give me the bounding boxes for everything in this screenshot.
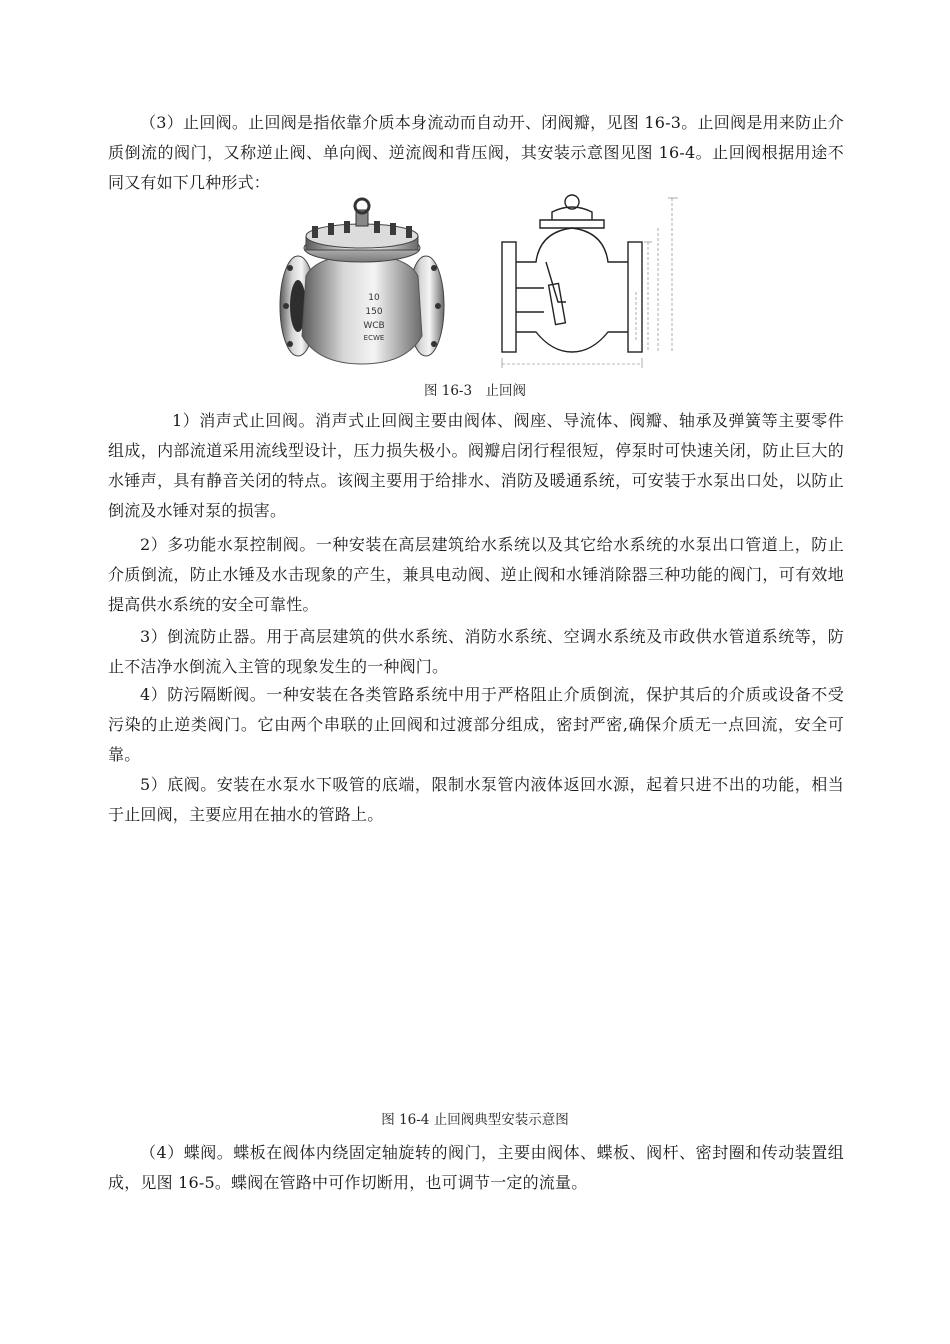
item-1-paragraph: 1）消声式止回阀。消声式止回阀主要由阀体、阀座、导流体、阀瓣、轴承及弹簧等主要零件组成，内部流道采用流线型设计，压力损失极小。阀瓣启闭行程很短，停泵时可快速关闭，防止巨大的水锤声，具有静音关闭的特点。该阀主要用于给排水、消防及暖通系统，可安装于水泵出口处，以防止倒流及水锤对泵的损害。 (108, 411, 844, 520)
figure-16-3-caption: 图 16-3 止回阀 (423, 383, 527, 399)
check-valve-section-drawing (496, 192, 686, 370)
item-2-paragraph: 2）多功能水泵控制阀。一种安装在高层建筑给水系统以及其它给水系统的水泵出口管道上，防止介质倒流，防止水锤及水击现象的产生，兼具电动阀、逆止阀和水锤消除器三种功能的阀门，可有效地提高供水系统的安全可靠性。 (108, 535, 844, 614)
valve-marking-4: ECWE (363, 334, 385, 342)
item-4-paragraph: 4）防污隔断阀。一种安装在各类管路系统中用于严格阻止介质倒流，保护其后的介质或设备不受污染的止逆类阀门。它由两个串联的止回阀和过渡部分组成，密封严密,确保介质无一点回流，安全可靠。 (108, 685, 844, 764)
butterfly-valve-paragraph: （4）蝶阀。蝶板在阀体内绕固定轴旋转的阀门，主要由阀体、蝶板、阀杆、密封圈和传动装置组成，见图 16-5。蝶阀在管路中可作切断用，也可调节一定的流量。 (108, 1143, 844, 1192)
valve-marking-1: 10 (368, 293, 380, 303)
check-valve-photo (276, 196, 452, 366)
item-3-paragraph: 3）倒流防止器。用于高层建筑的供水系统、消防水系统、空调水系统及市政供水管道系统等，防止不洁净水倒流入主管的现象发生的一种阀门。 (108, 627, 844, 676)
figure-16-4-caption: 图 16-4 止回阀典型安装示意图 (381, 1112, 569, 1128)
item-5-paragraph: 5）底阀。安装在水泵水下吸管的底端，限制水泵管内液体返回水源，起着只进不出的功能，相当于止回阀，主要应用在抽水的管路上。 (108, 775, 844, 824)
check-valve-intro-paragraph: （3）止回阀。止回阀是指依靠介质本身流动而自动开、闭阀瓣，见图 16-3。止回阀是用来防止介质倒流的阀门，又称逆止阀、单向阀、逆流阀和背压阀，其安装示意图见图 16-4。止回阀根据用途不同又有如下几种形式： (108, 113, 844, 192)
valve-marking-3: WCB (363, 321, 385, 331)
valve-marking-2: 150 (365, 307, 383, 317)
